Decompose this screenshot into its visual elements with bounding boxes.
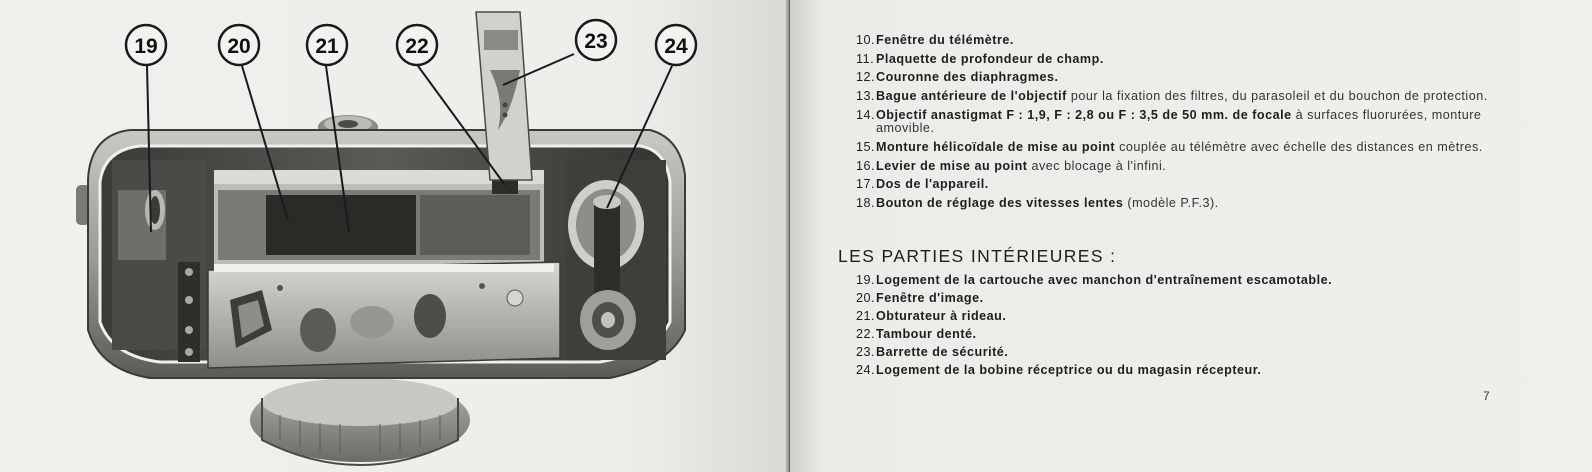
legend-item-19: 19. Logement de la cartouche avec manchon d'entraînement escamotable.: [856, 273, 1333, 287]
callout-23: [576, 20, 616, 60]
lens-barrel: [250, 378, 470, 465]
callout-20: [219, 25, 259, 65]
legend-item-11: 11. Plaquette de profondeur de champ.: [856, 51, 1104, 66]
legend-item-18: 18. Bouton de réglage des vitesses lentes (modèle P.F.3).: [856, 196, 1219, 210]
svg-text:23: 23: [584, 30, 608, 53]
legend-item-20: 20. Fenêtre d'image.: [856, 291, 984, 306]
cartridge-chamber: [112, 160, 206, 362]
legend-item-22: 22. Tambour denté.: [856, 327, 977, 342]
svg-text:21: 21: [315, 35, 339, 58]
legend-item-17: 17. Dos de l'appareil.: [856, 177, 989, 192]
interior-parts-legend: [856, 274, 1496, 383]
callout-22: [397, 25, 437, 65]
callout-21: [307, 25, 347, 65]
legend-item-24: 24. Logement de la bobine réceptrice ou du magasin récepteur.: [856, 363, 1262, 378]
callout-19: [126, 25, 166, 65]
svg-text:22: 22: [405, 35, 429, 58]
page-number: 7: [1483, 389, 1490, 403]
legend-item-10: 10. Fenêtre du télémètre.: [856, 33, 1014, 47]
svg-text:24: 24: [664, 35, 688, 58]
callout-24: [656, 25, 696, 65]
legend-item-14: 14. Objectif anastigmat F : 1,9, F : 2,8 ou F : 3,5 de 50 mm. de focale à surfaces fluorurées, monture amovible.: [856, 107, 1482, 136]
svg-text:19: 19: [134, 35, 158, 58]
svg-text:20: 20: [227, 35, 251, 58]
legend-item-21: 21. Obturateur à rideau.: [856, 309, 1007, 324]
legend-item-15: 15. Monture hélicoïdale de mise au point couplée au télémètre avec échelle des distances en mètres.: [856, 139, 1483, 154]
legend-item-23: 23. Barrette de sécurité.: [856, 345, 1009, 360]
left-page: [0, 0, 790, 472]
section-title-interior-parts: LES PARTIES INTÉRIEURES :: [838, 246, 1117, 266]
legend-item-12: 12. Couronne des diaphragmes.: [856, 70, 1059, 85]
camera-interior-photo: [0, 0, 790, 472]
legend-item-13: 13. Bague antérieure de l'objectif pour la fixation des filtres, du parasoleil et du bouchon de protection.: [856, 89, 1488, 104]
exterior-parts-legend: [856, 34, 1496, 216]
shutter-plate: [208, 262, 560, 368]
legend-item-16: 16. Levier de mise au point avec blocage à l'infini.: [856, 158, 1167, 173]
